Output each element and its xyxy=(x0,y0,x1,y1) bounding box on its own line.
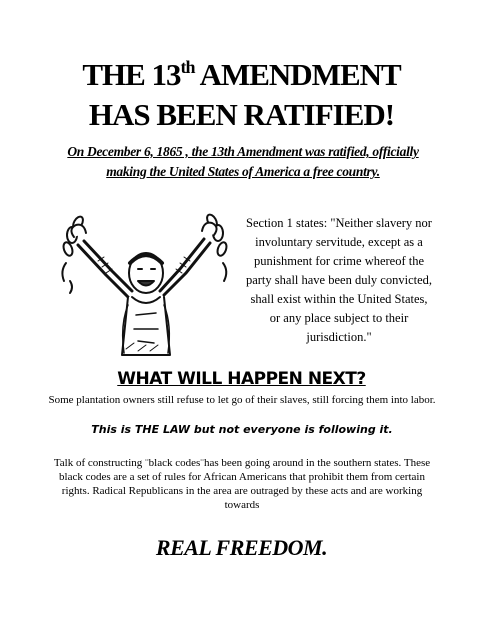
headline-line-1 xyxy=(0,56,483,94)
plantation-owners-paragraph: Some plantation owners still refuse to let go of their slaves, still forcing them into labor. xyxy=(48,394,436,406)
headline-superscript: th xyxy=(180,57,195,77)
black-codes-paragraph: Talk of constructing ¨black codes¨has been going around in the southern states. These black codes are a set of rules for African Americans that prohibit them from certain rights. Radical Republicans in the area are outraged by these acts and are working towards xyxy=(53,457,431,511)
headline-text: THE 13 xyxy=(82,57,181,92)
section-1-quote: Section 1 states: "Neither slavery nor involuntary servitude, except as a punishment for crime whereof the party shall have been duly convicted, shall exist within the United States, or any place subject to their jurisdiction." xyxy=(245,216,433,344)
what-next-heading: WHAT WILL HAPPEN NEXT? xyxy=(117,369,366,389)
real-freedom-closing: REAL FREEDOM. xyxy=(155,535,328,560)
law-statement: This is THE LAW but not everyone is following it. xyxy=(91,423,393,436)
headline-line-2: HAS BEEN RATIFIED! xyxy=(88,97,395,132)
headline-text-suffix: AMENDMENT xyxy=(194,57,401,92)
freed-man-breaking-chains-icon xyxy=(58,205,234,375)
subheadline: On December 6, 1865 , the 13th Amendment was ratified, officially making the United States of America a free country. xyxy=(67,144,419,179)
